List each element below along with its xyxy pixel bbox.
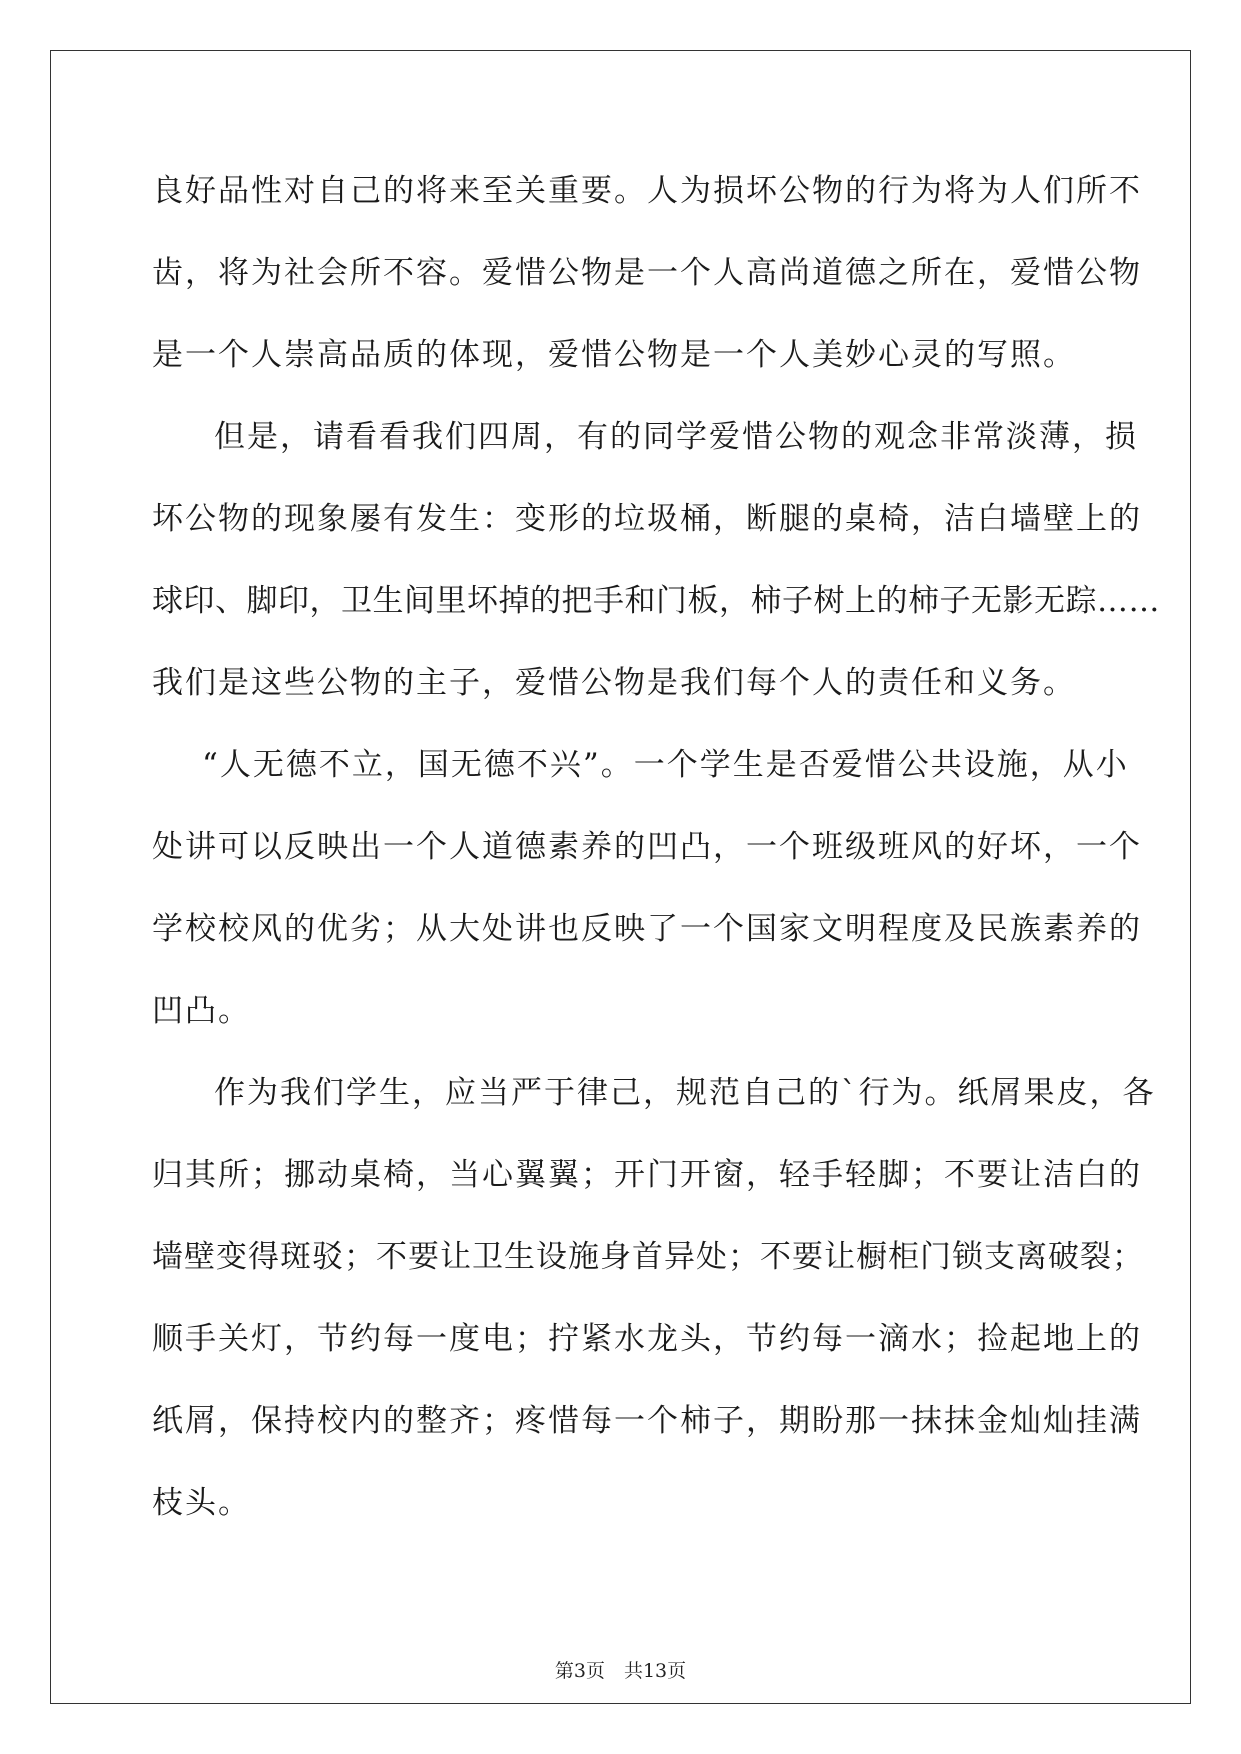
text-line: 处讲可以反映出一个人道德素养的凹凸，一个班级班风的好坏，一个 xyxy=(152,829,1142,865)
text-line: 良好品性对自己的将来至关重要。人为损坏公物的行为将为人们所不 xyxy=(152,173,1142,209)
text-line: 坏公物的现象屡有发生：变形的垃圾桶，断腿的桌椅，洁白墙壁上的 xyxy=(152,501,1142,537)
text-line: 齿，将为社会所不容。爱惜公物是一个人高尚道德之所在，爱惜公物 xyxy=(152,255,1142,291)
text-line: 顺手关灯，节约每一度电；拧紧水龙头，节约每一滴水；捡起地上的 xyxy=(152,1321,1142,1357)
text-line: 枝头。 xyxy=(152,1485,251,1521)
text-line: 纸屑，保持校内的整齐；疼惜每一个柿子，期盼那一抹抹金灿灿挂满 xyxy=(152,1403,1142,1439)
page-number-footer: 第3页 共13页 xyxy=(554,1660,687,1682)
text-line: 凹凸。 xyxy=(152,993,251,1029)
text-line: “人无德不立，国无德不兴”。一个学生是否爱惜公共设施，从小 xyxy=(202,747,1129,783)
text-line: 作为我们学生，应当严于律己，规范自己的`行为。纸屑果皮，各 xyxy=(214,1075,1156,1111)
text-line: 我们是这些公物的主子，爱惜公物是我们每个人的责任和义务。 xyxy=(152,665,1076,701)
text-line: 归其所；挪动桌椅，当心翼翼；开门开窗，轻手轻脚；不要让洁白的 xyxy=(152,1157,1142,1193)
text-line: 但是，请看看我们四周，有的同学爱惜公物的观念非常淡薄，损 xyxy=(214,419,1138,455)
text-line: 球印、脚印，卫生间里坏掉的把手和门板，柿子树上的柿子无影无踪…… xyxy=(152,583,1160,619)
text-line: 学校校风的优劣；从大处讲也反映了一个国家文明程度及民族素养的 xyxy=(152,911,1142,947)
text-line: 是一个人崇高品质的体现，爱惜公物是一个人美妙心灵的写照。 xyxy=(152,337,1076,373)
text-line: 墙壁变得斑驳；不要让卫生设施身首异处；不要让橱柜门锁支离破裂； xyxy=(152,1239,1144,1275)
document-body xyxy=(152,150,1160,1544)
